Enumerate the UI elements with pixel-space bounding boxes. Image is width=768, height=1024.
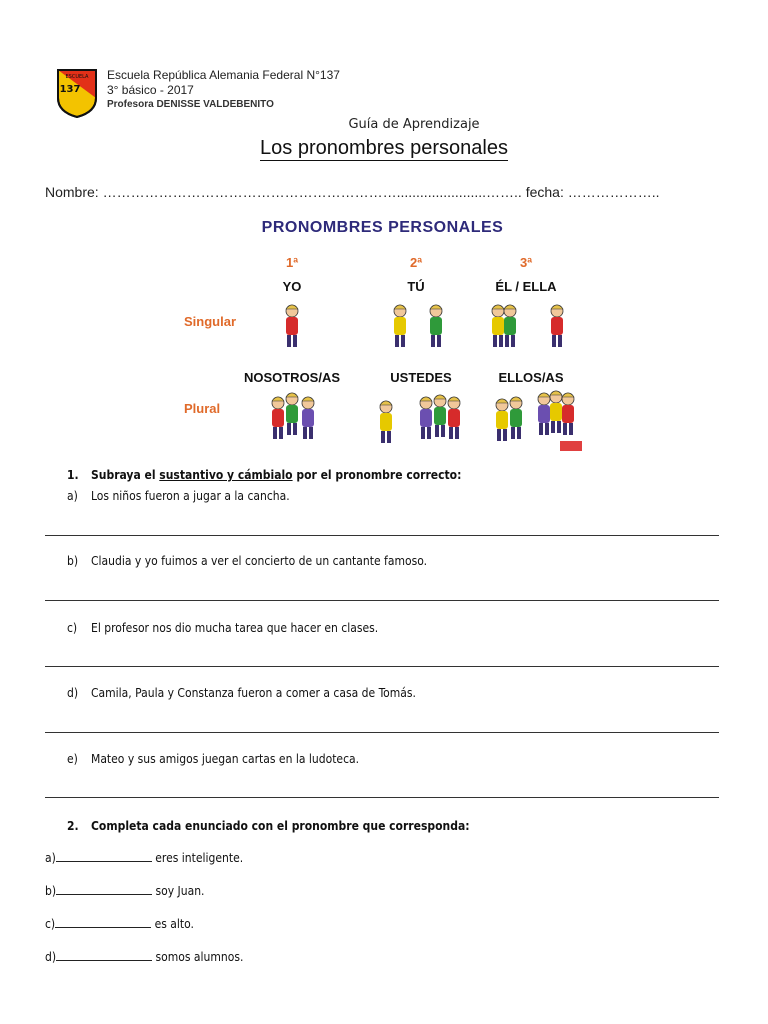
pronoun-yo: YO (282, 279, 302, 294)
name-date-line: Nombre: ……………………………………………………….......................…….. fecha: ……………….. (45, 184, 660, 200)
exercise-2-text: Completa cada enunciado con el pronombre que corresponda: (91, 819, 470, 833)
exercise-1-instruction (67, 468, 461, 482)
pronoun-ellos: ELLOS/AS (498, 370, 564, 385)
figure-el-ella (492, 305, 563, 347)
exercise-1-post: por el pronombre correcto: (292, 468, 462, 482)
pronoun-ustedes: USTEDES (390, 370, 452, 385)
course-year: 3° básico - 2017 (107, 83, 194, 97)
person-2-label: 2ª (409, 255, 423, 270)
fill-blank-d[interactable] (56, 949, 152, 961)
answer-line-c[interactable] (45, 666, 719, 667)
person-3-label: 3ª (519, 255, 533, 270)
exercise-2-item-a: a) eres inteligente. (45, 851, 244, 865)
pronoun-el-ella: ÉL / ELLA (495, 279, 557, 294)
pronoun-tu: TÚ (407, 279, 425, 294)
exercise-2-item-b: b) soy Juan. (45, 884, 205, 898)
page-title-text: Los pronombres personales (260, 137, 508, 159)
exercise-1-item-c: c) El profesor nos dio mucha tarea que hacer en clases. (67, 621, 379, 635)
figure-ellos (496, 391, 574, 441)
row-label-singular: Singular (184, 314, 237, 329)
exercise-1-item-a: a) Los niños fueron a jugar a la cancha. (67, 489, 290, 503)
exercise-1-item-e: e) Mateo y sus amigos juegan cartas en la ludoteca. (67, 752, 360, 766)
fill-blank-c[interactable] (55, 916, 151, 928)
figure-nosotros (272, 393, 314, 439)
exercise-2-number: 2. (67, 819, 79, 833)
answer-line-b[interactable] (45, 600, 719, 601)
fill-blank-b[interactable] (56, 883, 152, 895)
school-logo (56, 68, 98, 118)
row-label-plural: Plural (184, 401, 221, 416)
exercise-1-item-b: b) Claudia y yo fuimos a ver el concierto de un cantante famoso. (67, 554, 428, 568)
corner-mark-icon (560, 441, 582, 451)
answer-line-d[interactable] (45, 732, 719, 733)
page-title (0, 137, 768, 160)
exercise-1-number: 1. (67, 468, 79, 482)
chart-title: PRONOMBRES PERSONALES (261, 219, 504, 236)
exercise-1-pre: Subraya el (91, 468, 160, 482)
pronouns-chart (180, 213, 585, 453)
guide-label: Guía de Aprendizaje (348, 117, 480, 132)
exercise-2-instruction (67, 819, 470, 833)
children-illustrations (180, 213, 585, 453)
exercise-1-item-d: d) Camila, Paula y Constanza fueron a comer a casa de Tomás. (67, 686, 416, 700)
fill-blank-a[interactable] (56, 850, 152, 862)
teacher-name: Profesora DENISSE VALDEBENITO (107, 99, 274, 110)
exercise-2-item-c: c) es alto. (45, 917, 194, 931)
logo-number: 137 (59, 84, 81, 95)
answer-line-a[interactable] (45, 535, 719, 536)
exercise-1-underlined: sustantivo y cámbialo (159, 468, 293, 482)
pronoun-nosotros: NOSOTROS/AS (243, 370, 341, 385)
person-1-label: 1ª (285, 255, 299, 270)
figure-yo (286, 305, 298, 347)
school-name: Escuela República Alemania Federal N°137 (107, 68, 340, 82)
figure-ustedes (380, 395, 460, 443)
exercise-2-item-d: d) somos alumnos. (45, 950, 244, 964)
answer-line-e[interactable] (45, 797, 719, 798)
logo-top-text: ESCUELA (65, 74, 89, 80)
figure-tu (394, 305, 442, 347)
